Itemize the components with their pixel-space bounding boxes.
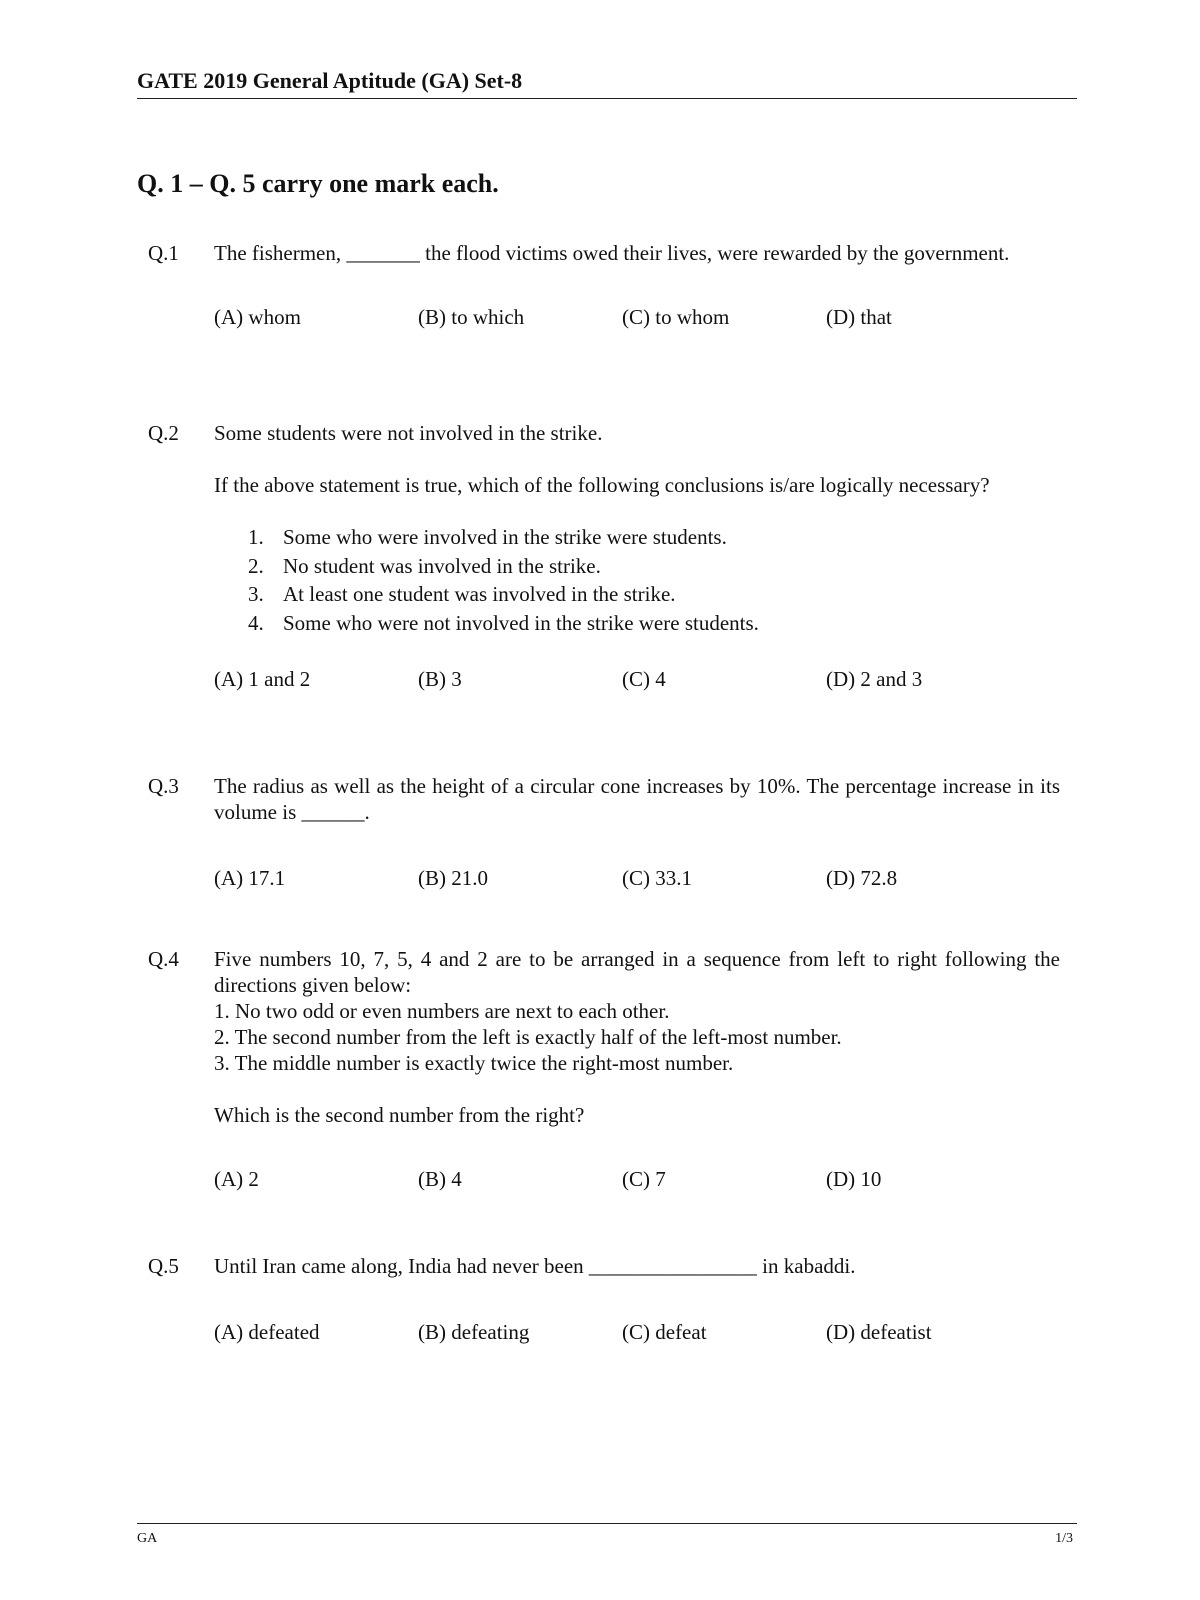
option-b: (B) 21.0	[418, 866, 488, 890]
direction-line: 3. The middle number is exactly twice the right-most number.	[214, 1051, 734, 1075]
question-number: Q.4	[148, 947, 179, 971]
option-a: (A) whom	[214, 305, 301, 329]
list-item-text: At least one student was involved in the strike.	[283, 582, 676, 606]
question-text: Until Iran came along, India had never been ________________ in kabaddi.	[214, 1254, 856, 1278]
list-item-number: 2.	[248, 553, 264, 578]
option-a: (A) 2	[214, 1167, 259, 1191]
option-c: (C) 33.1	[622, 866, 692, 890]
footer-section-label: GA	[137, 1531, 158, 1546]
list-item-number: 3.	[248, 582, 264, 606]
question-text: Some students were not involved in the strike.	[214, 421, 603, 445]
answer-options	[214, 304, 1060, 330]
option-c: (C) 4	[622, 667, 666, 691]
option-a: (A) defeated	[214, 1320, 320, 1344]
conclusion-list	[214, 524, 1060, 638]
question-text-2: Which is the second number from the right?	[214, 1103, 585, 1127]
option-d: (D) 72.8	[826, 866, 898, 890]
page-footer	[137, 1523, 1077, 1546]
option-d: (D) 10	[826, 1167, 882, 1191]
list-item	[214, 553, 1060, 582]
question-text: The radius as well as the height of a circular cone increases by 10%. The percentage increase in its volume is ______.	[214, 774, 1060, 824]
option-d: (D) that	[826, 305, 892, 329]
list-item-text: Some who were not involved in the strike were students.	[283, 610, 759, 635]
direction-line: 1. No two odd or even numbers are next to each other.	[214, 999, 670, 1023]
list-item-number: 1.	[248, 525, 264, 549]
option-b: (B) to which	[418, 305, 525, 329]
answer-options	[214, 865, 1060, 891]
option-c: (C) defeat	[622, 1320, 707, 1344]
question-number: Q.2	[148, 421, 179, 445]
answer-options	[214, 1166, 1060, 1192]
question-body	[214, 773, 1060, 891]
question-text: The fishermen, _______ the flood victims owed their lives, were rewarded by the government.	[214, 241, 1010, 265]
list-item-text: Some who were involved in the strike were students.	[283, 525, 727, 549]
option-a: (A) 17.1	[214, 866, 286, 890]
option-b: (B) 4	[418, 1167, 462, 1191]
list-item	[214, 524, 1060, 553]
question-number: Q.3	[148, 774, 179, 798]
option-c: (C) 7	[622, 1167, 666, 1191]
option-c: (C) to whom	[622, 305, 730, 329]
question-text-2: If the above statement is true, which of the following conclusions is/are logically necessary?	[214, 473, 990, 497]
page-number: 1/3	[1055, 1531, 1073, 1546]
option-a: (A) 1 and 2	[214, 667, 311, 691]
section-heading: Q. 1 – Q. 5 carry one mark each.	[137, 169, 499, 198]
list-item-text: No student was involved in the strike.	[283, 553, 601, 578]
question-number: Q.5	[148, 1254, 179, 1278]
question-body	[214, 946, 1060, 1192]
list-item-number: 4.	[248, 610, 264, 635]
page-header	[137, 68, 1077, 99]
option-d: (D) 2 and 3	[826, 667, 923, 691]
header-title: GATE 2019 General Aptitude (GA) Set-8	[137, 68, 523, 93]
question-body	[214, 1253, 1060, 1345]
answer-options	[214, 666, 1060, 692]
option-d: (D) defeatist	[826, 1320, 932, 1344]
list-item	[214, 610, 1060, 639]
question-body	[214, 420, 1060, 692]
question-body	[214, 240, 1060, 330]
direction-line: 2. The second number from the left is exactly half of the left-most number.	[214, 1025, 842, 1049]
list-item	[214, 581, 1060, 610]
question-number: Q.1	[148, 241, 179, 265]
answer-options	[214, 1319, 1060, 1345]
question-text: Five numbers 10, 7, 5, 4 and 2 are to be arranged in a sequence from left to right following the directions given below:	[214, 947, 1060, 997]
option-b: (B) defeating	[418, 1320, 530, 1344]
option-b: (B) 3	[418, 667, 462, 691]
